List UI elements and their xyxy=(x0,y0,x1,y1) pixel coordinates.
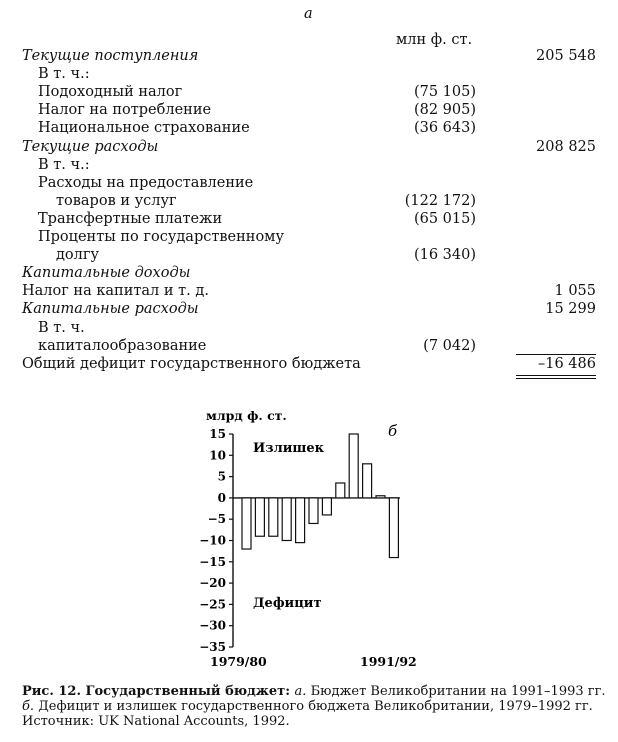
panel-a-label: а xyxy=(304,6,313,22)
row-component-value: (16 340) xyxy=(413,247,476,264)
row-label: Расходы на предоставление xyxy=(38,174,254,191)
row-component-value: (75 105) xyxy=(413,84,476,101)
row-label: долгу xyxy=(56,247,99,264)
y-tick-label: −20 xyxy=(199,576,226,591)
chart-ylabel: млрд ф. ст. xyxy=(206,408,287,423)
y-tick-label: 15 xyxy=(209,427,226,441)
caption-line-2: б. Дефицит и излишек государственного бюджета Великобритании, 1979–1992 гг. xyxy=(22,699,593,714)
total-deficit-label: Общий дефицит государственного бюджета xyxy=(22,355,361,372)
row-label: Проценты по государственному xyxy=(38,229,284,245)
figure-caption xyxy=(22,684,606,729)
deficit-annotation: Дефицит xyxy=(253,596,322,611)
panel-b-label: б xyxy=(388,422,398,440)
row-label: Капитальные расходы xyxy=(22,301,199,318)
bar xyxy=(376,496,385,498)
bar xyxy=(309,498,318,524)
y-tick-label: −35 xyxy=(199,640,226,654)
row-total-value: 205 548 xyxy=(536,48,596,64)
bar xyxy=(349,434,358,498)
row-component-value: (65 015) xyxy=(413,210,476,227)
row-label: В т. ч. xyxy=(38,319,85,336)
row-component-value: (122 172) xyxy=(404,192,476,209)
y-tick-label: 5 xyxy=(217,469,226,484)
total-deficit-value: –16 486 xyxy=(538,355,596,372)
row-label: Трансфертные платежи xyxy=(38,210,223,227)
bar xyxy=(255,498,264,536)
y-tick-label: 10 xyxy=(209,448,226,463)
row-label: Текущие поступления xyxy=(22,48,199,64)
bar xyxy=(336,483,345,498)
y-tick-label: −25 xyxy=(199,597,226,612)
row-total-value: 1 055 xyxy=(554,283,596,300)
row-label: Капитальные доходы xyxy=(22,265,191,282)
row-total-value: 208 825 xyxy=(536,138,596,155)
y-tick-label: −30 xyxy=(199,618,226,633)
bar xyxy=(242,498,251,549)
bar xyxy=(363,464,372,498)
row-component-value: (82 905) xyxy=(413,102,476,119)
row-component-value: (7 042) xyxy=(423,337,476,354)
surplus-annotation: Излишек xyxy=(253,441,325,456)
row-label: товаров и услуг xyxy=(56,192,177,209)
row-label: В т. ч.: xyxy=(38,66,90,83)
bar xyxy=(296,498,305,543)
row-component-value: (36 643) xyxy=(413,120,476,137)
row-label: Налог на потребление xyxy=(38,102,212,119)
row-label: Налог на капитал и т. д. xyxy=(22,283,209,300)
bar xyxy=(269,498,278,536)
bar xyxy=(389,498,398,558)
y-tick-label: −15 xyxy=(199,554,226,569)
row-label: Подоходный налог xyxy=(38,84,183,101)
y-tick-label: −10 xyxy=(199,533,226,548)
row-label: капиталообразование xyxy=(38,337,207,354)
unit-label: млн ф. ст. xyxy=(396,32,473,48)
x-start-label: 1979/80 xyxy=(210,654,267,669)
bar xyxy=(322,498,331,515)
row-label: В т. ч.: xyxy=(38,156,90,173)
bar xyxy=(282,498,291,541)
caption-line-3: Источник: UK National Accounts, 1992. xyxy=(22,714,290,729)
row-total-value: 15 299 xyxy=(545,301,596,318)
row-label: Текущие расходы xyxy=(22,138,159,155)
caption-line-1: Рис. 12. Государственный бюджет: а. Бюджет Великобритании на 1991–1993 гг. xyxy=(22,684,606,699)
x-end-label: 1991/92 xyxy=(360,654,417,669)
y-tick-label: 0 xyxy=(217,490,226,505)
row-label: Национальное страхование xyxy=(38,120,250,137)
y-tick-label: −5 xyxy=(207,512,226,527)
